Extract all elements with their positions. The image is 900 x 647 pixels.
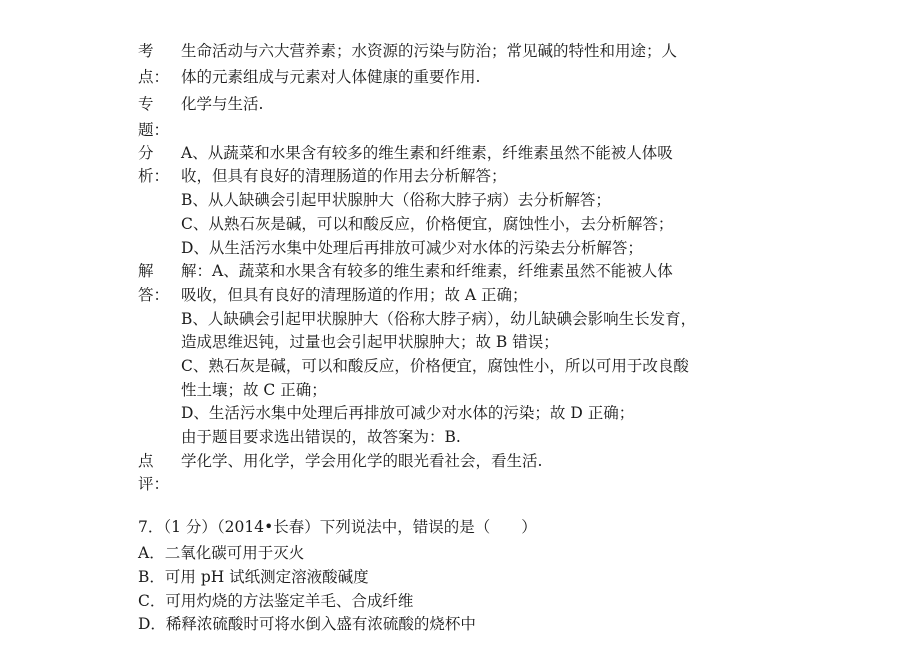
jieda-label-2: 答： (138, 286, 170, 304)
kaodian-text-2: 体的元素组成与元素对人体健康的重要作用. (181, 68, 481, 86)
kaodian-label-1: 考 (138, 42, 154, 60)
jieda-line: 性土壤；故 C 正确； (181, 381, 327, 399)
kaodian-label-2: 点： (138, 68, 170, 86)
jieda-line: B、人缺碘会引起甲状腺肿大（俗称大脖子病），幼儿缺碘会影响生长发育， (181, 310, 697, 328)
dianping-label-2: 评： (138, 475, 170, 493)
jieda-line: 吸收，但具有良好的清理肠道的作用；故 A 正确； (181, 286, 528, 304)
fenxi-label-1: 分 (138, 144, 154, 162)
fenxi-line: B、从人缺碘会引起甲状腺肿大（俗称大脖子病）去分析解答； (181, 191, 611, 209)
fenxi-label-2: 析： (138, 167, 170, 185)
zhuanti-text-1: 化学与生活. (181, 95, 264, 113)
fenxi-line: C、从熟石灰是碱，可以和酸反应，价格便宜，腐蚀性小，去分析解答； (181, 215, 674, 233)
fenxi-line: D、从生活污水集中处理后再排放可减少对水体的污染去分析解答； (181, 239, 643, 257)
question-stem: 7．（1 分）（2014•长春）下列说法中，错误的是（ ） (138, 518, 537, 536)
jieda-line: 解：A、蔬菜和水果含有较多的维生素和纤维素，纤维素虽然不能被人体 (181, 262, 673, 280)
fenxi-line: A、从蔬菜和水果含有较多的维生素和纤维素，纤维素虽然不能被人体吸 (181, 144, 673, 162)
kaodian-text-1: 生命活动与六大营养素；水资源的污染与防治；常见碱的特性和用途；人 (181, 42, 678, 60)
jieda-line: 造成思维迟钝，过量也会引起甲状腺肿大；故 B 错误； (181, 333, 559, 351)
fenxi-line: 收，但具有良好的清理肠道的作用去分析解答； (181, 167, 507, 185)
jieda-line: C、熟石灰是碱，可以和酸反应，价格便宜，腐蚀性小，所以可用于改良酸 (181, 357, 689, 375)
jieda-line: 由于题目要求选出错误的，故答案为：B. (181, 428, 461, 446)
question-option-d: D．稀释浓硫酸时可将水倒入盛有浓硫酸的烧杯中 (138, 615, 476, 633)
question-option-b: B．可用 pH 试纸测定溶液酸碱度 (138, 568, 369, 586)
question-option-c: C．可用灼烧的方法鉴定羊毛、合成纤维 (138, 592, 414, 610)
jieda-line: D、生活污水集中处理后再排放可减少对水体的污染；故 D 正确； (181, 404, 635, 422)
dianping-text-1: 学化学、用化学，学会用化学的眼光看社会，看生活. (181, 452, 543, 470)
jieda-label-1: 解 (138, 262, 154, 280)
question-option-a: A．二氧化碳可用于灭火 (138, 544, 305, 562)
dianping-label-1: 点 (138, 452, 154, 470)
zhuanti-label-1: 专 (138, 95, 154, 113)
zhuanti-label-2: 题： (138, 121, 170, 139)
